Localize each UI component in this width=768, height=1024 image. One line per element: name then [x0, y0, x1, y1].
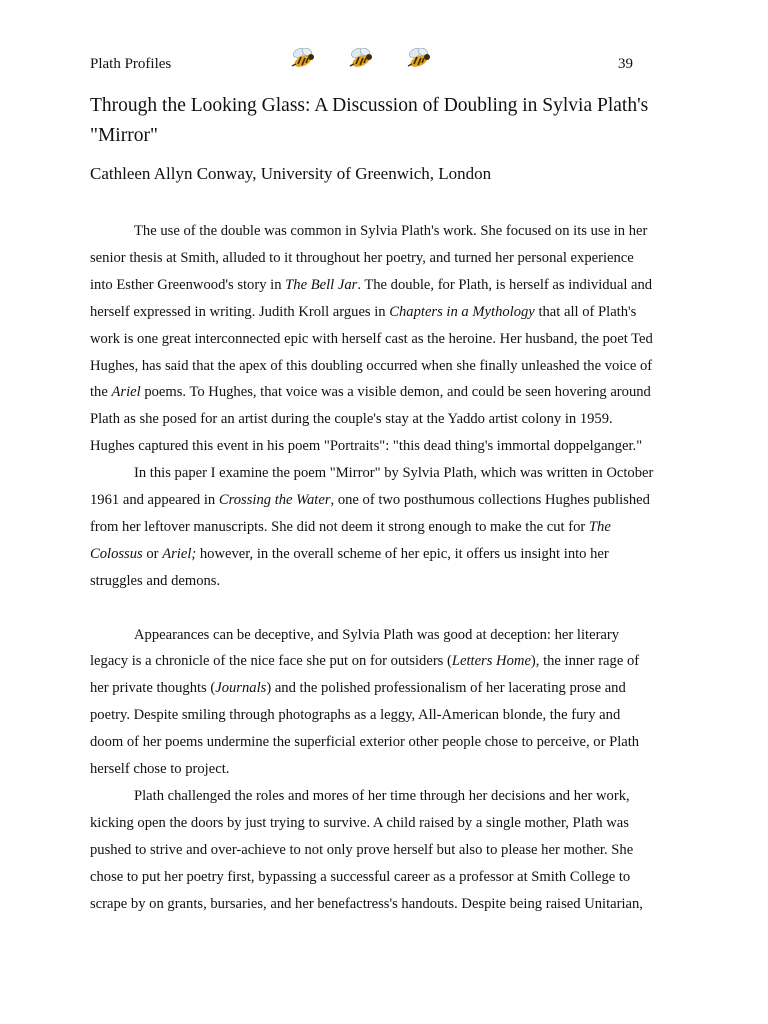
text-line: senior thesis at Smith, alluded to it throughout her poetry, and turned her personal experience: [90, 249, 634, 266]
page-number: 39: [618, 56, 633, 72]
body-paragraph: [90, 218, 672, 460]
text-line: herself chose to project.: [90, 761, 230, 778]
text-line: kicking open the doors by just trying to survive. A child raised by a single mother, Plath was: [90, 814, 629, 831]
document-page: [90, 0, 670, 912]
paragraph-gap: [90, 595, 672, 622]
italic-title: The: [588, 518, 611, 535]
text-line: 1961 and appeared in Crossing the Water, one of two posthumous collections Hughes published: [90, 492, 650, 509]
body-paragraph: [90, 460, 672, 595]
italic-title: Ariel: [111, 384, 141, 401]
italic-title: Letters Home: [451, 653, 531, 670]
page-header: [90, 0, 670, 90]
body-paragraph: [90, 783, 672, 918]
italic-title: Journals: [215, 680, 267, 697]
text-line: poetry. Despite smiling through photographs as a leggy, All-American blonde, the fury and: [90, 707, 621, 724]
text-line: struggles and demons.: [90, 572, 221, 589]
text-line: work is one great interconnected epic with herself cast as the heroine. Her husband, the poet Ted: [90, 330, 653, 347]
article-body: [90, 218, 672, 918]
text-line: doom of her poems undermine the superficial exterior other people chose to perceive, or Plath: [90, 734, 640, 751]
text-line: Plath as she posed for an artist during the couple's stay at the Yaddo artist colony in 1959.: [90, 411, 613, 428]
bee-icon: [404, 44, 434, 74]
text-line: In this paper I examine the poem "Mirror" by Sylvia Plath, which was written in October: [134, 465, 654, 482]
text-line: pushed to strive and over-achieve to not only prove herself but also to please her mother. She: [90, 841, 634, 858]
text-line: her private thoughts (Journals) and the polished professionalism of her lacerating prose and: [90, 680, 626, 697]
text-line: Hughes captured this event in his poem "Portraits": "this dead thing's immortal doppelganger.": [90, 438, 643, 455]
bee-icon: [288, 44, 318, 74]
text-line: herself expressed in writing. Judith Kroll argues in Chapters in a Mythology that all of Plath's: [90, 303, 637, 320]
author-affiliation: Cathleen Allyn Conway, University of Greenwich, London: [90, 164, 492, 183]
text-line: The use of the double was common in Sylvia Plath's work. She focused on its use in her: [134, 223, 648, 239]
italic-title: Ariel;: [162, 545, 197, 562]
text-line: Plath challenged the roles and mores of her time through her decisions and her work,: [134, 788, 630, 805]
italic-title: Colossus: [90, 545, 143, 562]
text-line: Appearances can be deceptive, and Sylvia Plath was good at deception: her literary: [134, 626, 620, 643]
text-line: chose to put her poetry first, bypassing a successful career as a professor at Smith College to: [90, 868, 631, 885]
italic-title: Chapters in a Mythology: [389, 303, 535, 320]
text-line: into Esther Greenwood's story in The Bell Jar. The double, for Plath, is herself as individual and: [90, 276, 653, 293]
italic-title: Crossing the Water: [218, 492, 331, 509]
text-line: Colossus or Ariel; however, in the overall scheme of her epic, it offers us insight into her: [90, 545, 609, 562]
bee-icon: [346, 44, 376, 74]
body-paragraph: [90, 622, 672, 783]
text-line: legacy is a chronicle of the nice face she put on for outsiders (Letters Home), the inner rage of: [90, 653, 640, 670]
running-title: Plath Profiles: [90, 56, 172, 72]
text-line: the Ariel poems. To Hughes, that voice was a visible demon, and could be seen hovering around: [90, 384, 651, 401]
text-line: scrape by on grants, bursaries, and her benefactress's handouts. Despite being raised Unitarian,: [90, 895, 643, 912]
text-line: Hughes, has said that the apex of this doubling occurred when she finally unleashed the voice of: [90, 357, 653, 374]
article-title-line: "Mirror": [90, 125, 158, 146]
article-title-line: Through the Looking Glass: A Discussion of Doubling in Sylvia Plath's: [90, 95, 649, 116]
text-line: from her leftover manuscripts. She did not deem it strong enough to make the cut for The: [90, 518, 611, 535]
bee-decoration: [288, 44, 448, 78]
italic-title: The Bell Jar: [285, 276, 358, 293]
article-title: [90, 91, 690, 151]
